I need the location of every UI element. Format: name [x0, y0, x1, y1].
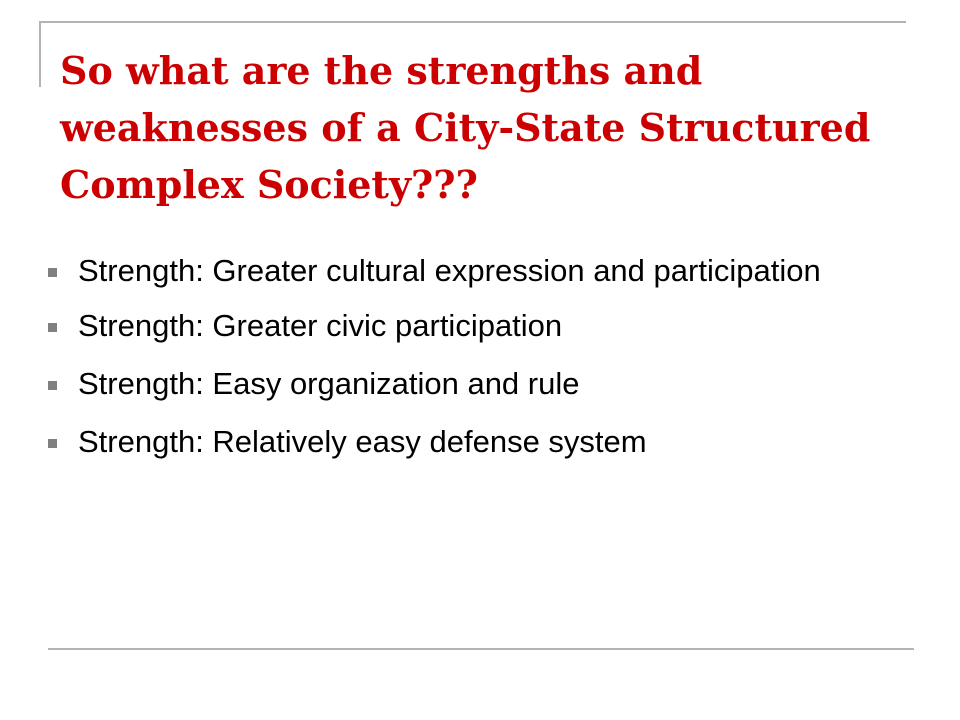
bullet-item	[48, 307, 908, 344]
bullet-text: Strength: Greater cultural expression and participation	[78, 253, 821, 288]
square-bullet-icon	[48, 439, 57, 448]
left-rule	[39, 21, 41, 87]
bullet-item	[48, 365, 908, 402]
square-bullet-icon	[48, 381, 57, 390]
bullet-text: Strength: Greater civic participation	[78, 308, 563, 343]
bullet-text: Strength: Relatively easy defense system	[78, 424, 647, 459]
square-bullet-icon	[48, 323, 57, 332]
top-rule	[40, 21, 906, 23]
bullet-item	[48, 252, 908, 289]
slide-title: So what are the strengths and weaknesses of a City-State Structured Complex Society???	[60, 48, 871, 207]
bullet-text: Strength: Easy organization and rule	[78, 366, 580, 401]
bottom-rule	[48, 648, 914, 650]
square-bullet-icon	[48, 268, 57, 277]
bullet-list	[48, 252, 908, 481]
bullet-item	[48, 423, 908, 460]
